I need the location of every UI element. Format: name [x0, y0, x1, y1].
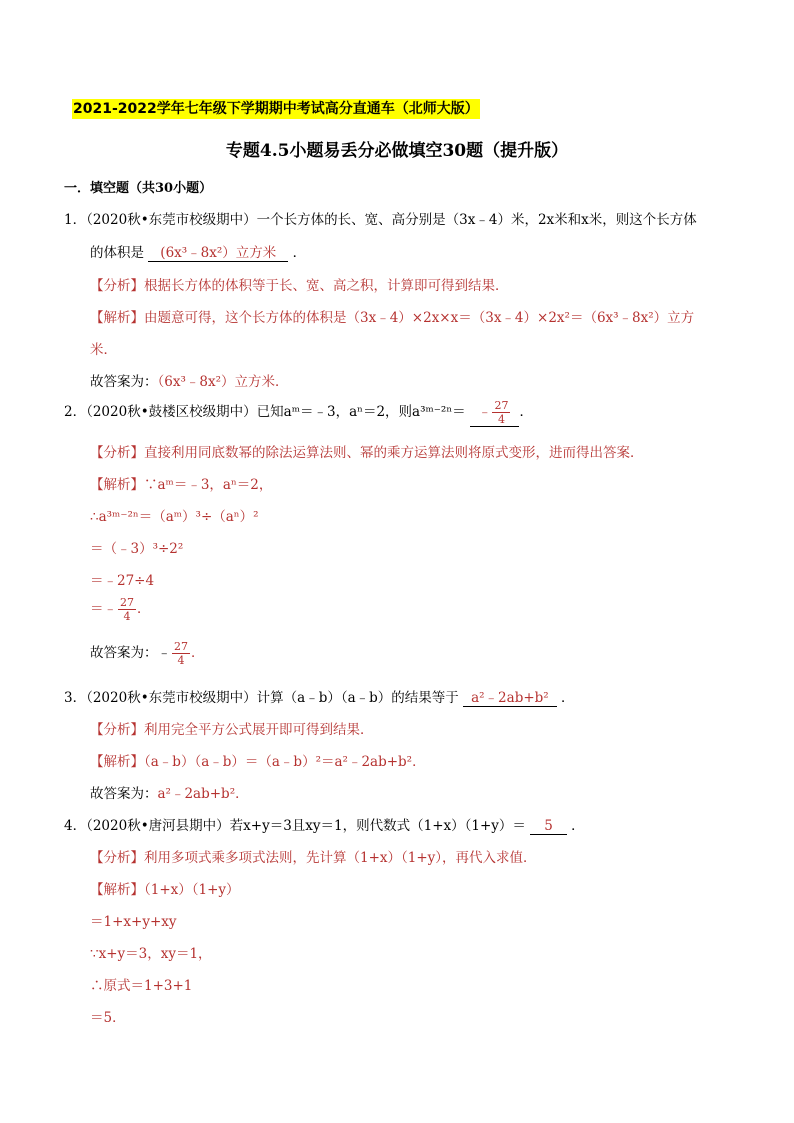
q4-solution-step4: ∴原式＝1+3+1	[90, 978, 193, 994]
q2-final-label: 故答案为：﹣	[90, 645, 171, 661]
q2-step5-prefix: ＝﹣	[90, 601, 117, 617]
solution-tag: 【解析】	[90, 310, 144, 326]
q1-answer-blank: (6x³﹣8x²）立方米	[148, 241, 288, 262]
solution-tag: 【解析】	[90, 754, 144, 770]
q3-stem: 3．（2020秋•东莞市校级期中）计算（a﹣b）（a﹣b）的结果等于 a²﹣2ab+b² ．	[64, 686, 575, 707]
page-title: 专题4.5小题易丢分必做填空30题（提升版）	[225, 141, 569, 161]
q2-analysis	[90, 441, 644, 461]
analysis-tag: 【分析】	[90, 850, 144, 866]
analysis-tag: 【分析】	[90, 722, 144, 738]
q1-solution-line2: 米．	[90, 342, 117, 358]
q2-stem: 2．（2020秋•鼓楼区校级期中）已知aᵐ＝﹣3，aⁿ＝2，则a³ᵐ⁻²ⁿ＝ ﹣ $\frac{27}{4}$ ．	[64, 399, 533, 426]
q1-analysis	[90, 274, 509, 294]
q1-solution-line1	[90, 306, 694, 326]
q2-solution-step1: ∵aᵐ＝﹣3，aⁿ＝2，	[144, 477, 273, 493]
q4-solution-step2: ＝1+x+y+xy	[90, 914, 177, 930]
q2-stem-text: 2．（2020秋•鼓楼区校级期中）已知aᵐ＝﹣3，aⁿ＝2，则a³ᵐ⁻²ⁿ＝	[64, 404, 466, 420]
solution-tag: 【解析】	[90, 882, 144, 898]
q2-step5-numerator: 27	[120, 596, 134, 609]
q3-final	[90, 782, 249, 802]
q1-solution-text: 由题意可得，这个长方体的体积是（3x﹣4）×2x×x＝（3x﹣4）×2x²＝（6x³﹣8x²）立方	[144, 310, 695, 326]
analysis-tag: 【分析】	[90, 278, 144, 294]
q3-final-answer: a²﹣2ab+b²．	[157, 786, 249, 802]
final-label: 故答案为：	[90, 786, 158, 802]
solution-tag: 【解析】	[90, 477, 144, 493]
q2-solution-step3: ＝（﹣3）³÷2²	[90, 541, 184, 557]
q1-stem-line2	[90, 241, 306, 262]
q2-answer-denominator: 4	[497, 413, 505, 426]
final-label: 故答案为：	[90, 374, 158, 390]
q1-analysis-text: 根据长方体的体积等于长、宽、高之积，计算即可得到结果．	[144, 278, 509, 294]
q4-solution-line1	[90, 878, 240, 898]
q1-stem-line1: 1．（2020秋•东莞市校级期中）一个长方体的长、宽、高分别是（3x﹣4）米，2x米和x米，则这个长方体	[64, 212, 697, 228]
q3-answer-blank: a²﹣2ab+b²	[463, 686, 557, 707]
q1-final-answer: （6x³﹣8x²）立方米．	[157, 374, 289, 390]
section-heading: 一．填空题（共30小题）	[64, 181, 213, 196]
q4-stem-text: 4．（2020秋•唐河县期中）若x+y＝3且xy＝1，则代数式（1+x）（1+y）＝	[64, 818, 526, 834]
q4-analysis	[90, 846, 537, 866]
q4-stem: 4．（2020秋•唐河县期中）若x+y＝3且xy＝1，则代数式（1+x）（1+y）＝ 5 ．	[64, 818, 585, 834]
q1-stem-prefix: 的体积是	[90, 245, 144, 261]
q4-solution-step3: ∵x+y＝3，xy＝1，	[90, 946, 212, 962]
q4-analysis-text: 利用多项式乘多项式法则，先计算（1+x）（1+y），再代入求值．	[144, 850, 537, 866]
q2-final: 故答案为：﹣ $\frac{27}{4}$ ．	[90, 640, 205, 667]
analysis-tag: 【分析】	[90, 445, 144, 461]
q3-stem-text: 3．（2020秋•东莞市校级期中）计算（a﹣b）（a﹣b）的结果等于	[64, 690, 459, 706]
q3-solution	[90, 750, 426, 770]
q2-solution-step4: ＝﹣27÷4	[90, 573, 155, 589]
series-tag: 2021-2022学年七年级下学期期中考试高分直通车（北师大版）	[73, 101, 479, 117]
q2-answer-numerator: 27	[494, 399, 509, 412]
q4-solution-step1: （1+x）（1+y）	[144, 882, 240, 898]
q2-answer-blank: ﹣ $\frac{27}{4}$	[470, 399, 520, 427]
q3-analysis-text: 利用完全平方公式展开即可得到结果．	[144, 722, 374, 738]
q1-final	[90, 370, 288, 390]
q3-solution-text: （a﹣b）（a﹣b）＝（a﹣b）²＝a²﹣2ab+b²．	[144, 754, 426, 770]
q2-final-denominator: 4	[177, 654, 185, 667]
q2-solution-step2: ∴a³ᵐ⁻²ⁿ＝（aᵐ）³÷（aⁿ）²	[90, 509, 259, 525]
q3-analysis	[90, 718, 374, 738]
q2-solution-step5: ＝﹣ $\frac{27}{4}$ ．	[90, 596, 151, 623]
q4-answer-blank: 5	[530, 818, 567, 835]
q2-step5-denominator: 4	[123, 610, 131, 623]
q2-solution-line1	[90, 473, 272, 493]
q2-final-numerator: 27	[174, 640, 188, 653]
q4-solution-step5: ＝5．	[90, 1010, 126, 1026]
q1-stem-suffix: ．	[292, 245, 307, 261]
q2-analysis-text: 直接利用同底数幂的除法运算法则、幂的乘方运算法则将原式变形，进而得出答案．	[144, 445, 644, 461]
